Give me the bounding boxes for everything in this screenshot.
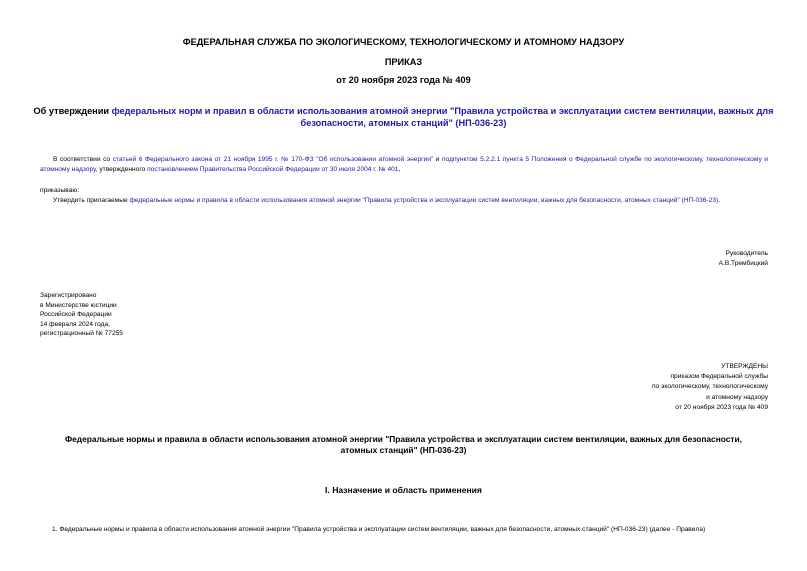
preamble-text: и (433, 156, 443, 163)
signature-role: Руководитель (725, 250, 768, 257)
agency-name: ФЕДЕРАЛЬНАЯ СЛУЖБА ПО ЭКОЛОГИЧЕСКОМУ, ТЕХНОЛОГИЧЕСКОМУ И АТОМНОМУ НАДЗОРУ (182, 37, 625, 47)
preamble-text: В соответствии со (53, 156, 113, 163)
registration-line: 14 февраля 2024 года, (40, 320, 110, 328)
rules-title-line1: Федеральные нормы и правила в области использования атомной энергии "Правила устройства и эксплуатации систем вентиляции, важных для безопасности, (64, 434, 743, 444)
registration-line: регистрационный № 77255 (40, 330, 123, 338)
order-title-prefix: Об утверждении (33, 106, 112, 116)
approval-line: УТВЕРЖДЕНЫ (721, 363, 768, 370)
approve-paragraph (40, 196, 768, 206)
section-heading: I. Назначение и область применения (325, 485, 482, 495)
order-date-number: от 20 ноября 2023 года № 409 (336, 75, 471, 85)
signature-name: А.В.Трембицкий (718, 259, 768, 267)
rules-title (0, 434, 807, 456)
order-title-link-line1[interactable]: федеральных норм и правил в области использования атомной энергии "Правила устройства и эксплуатации систем вентиляции, важных для (111, 106, 774, 116)
preamble-paragraph (40, 155, 768, 174)
approval-line: и атомному надзору (706, 393, 768, 401)
registration-line: Российской Федерации (40, 311, 112, 319)
preamble-text: , (398, 165, 401, 173)
approval-line: по экологическому, технологическому (651, 383, 768, 391)
government-decree-link[interactable]: постановлением Правительства Российской Федерации от 30 июля 2004 г. № 401 (147, 165, 399, 173)
law-article-link[interactable]: статьей 6 Федерального закона от 21 ноября 1995 г. № 170-ФЗ "Об использовании атомной энергии" (112, 156, 434, 163)
regulation-subparagraph-link[interactable]: подпунктом 5.2.2.1 пункта 5 Положения о Федеральной службе по экологическому, технологическому и атомному надзору (40, 156, 768, 173)
registration-block (40, 291, 123, 339)
document-type: ПРИКАЗ (384, 57, 423, 67)
rules-title-line2: атомных станций" (НП-036-23) (340, 445, 467, 455)
rules-link[interactable]: федеральные нормы и правила в области использования атомной энергии "Правила устройства и эксплуатации систем вентиляции, важных для безопасности, атомных станций" (НП-036-23) (129, 197, 719, 204)
approval-line: от 20 ноября 2023 года № 409 (675, 403, 768, 411)
order-title-link-line2[interactable]: безопасности, атомных станций" (НП-036-23) (300, 117, 507, 128)
preamble-text: , утвержденного (95, 165, 148, 173)
registration-line: Зарегистрировано (40, 292, 97, 299)
approve-text: . (718, 197, 721, 204)
approval-line: приказом Федеральной службы (670, 373, 768, 381)
approve-text: Утвердить прилагаемые (53, 197, 130, 204)
approval-block (652, 362, 768, 413)
order-title (0, 106, 807, 129)
signature-block (719, 249, 768, 268)
section-paragraph: 1. Федеральные нормы и правила в области использования атомной энергии "Правила устройства и эксплуатации систем вентиляции, важных для безопасности, атомных станций" (НП-036-23) (далее - Правила) (52, 526, 706, 533)
registration-line: в Министерстве юстиции (40, 301, 117, 309)
order-word: приказываю: (40, 187, 80, 194)
